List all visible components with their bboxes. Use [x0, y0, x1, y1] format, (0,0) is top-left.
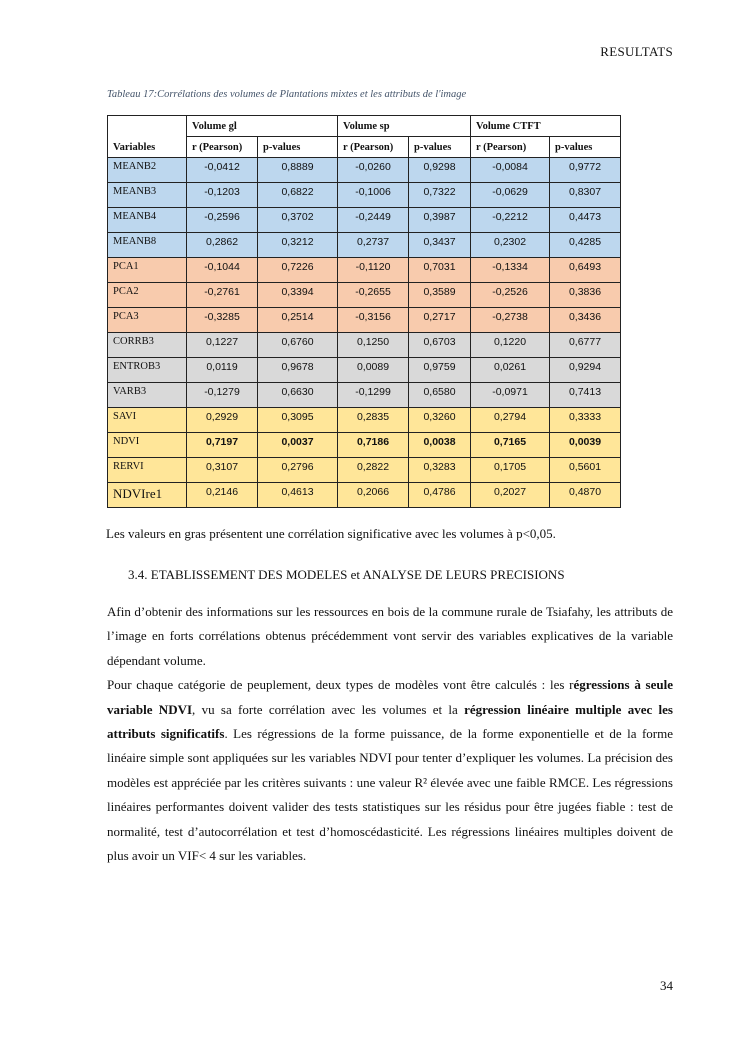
p-value-cell: 0,9294 — [550, 358, 621, 383]
group-header-volume-gl: Volume gl — [187, 116, 338, 137]
p-value-cell: 0,6493 — [550, 258, 621, 283]
table-row — [108, 233, 621, 258]
r-pearson-cell: 0,2146 — [187, 483, 258, 508]
p-value-cell: 0,6630 — [258, 383, 338, 408]
p-value-cell: 0,4285 — [550, 233, 621, 258]
table-row — [108, 433, 621, 458]
table-row — [108, 458, 621, 483]
r-pearson-cell: -0,0260 — [338, 158, 409, 183]
variable-name: MEANB8 — [108, 233, 187, 258]
table-row — [108, 383, 621, 408]
subheader-p: p-values — [258, 137, 338, 158]
p-value-cell: 0,8889 — [258, 158, 338, 183]
p-value-cell: 0,3589 — [409, 283, 471, 308]
p-value-cell: 0,7322 — [409, 183, 471, 208]
table-row — [108, 408, 621, 433]
variable-name: PCA1 — [108, 258, 187, 283]
p-value-cell: 0,9678 — [258, 358, 338, 383]
p-value-cell: 0,3212 — [258, 233, 338, 258]
p-value-cell: 0,3333 — [550, 408, 621, 433]
variable-name: MEANB3 — [108, 183, 187, 208]
p-value-cell: 0,9298 — [409, 158, 471, 183]
variable-name: RERVI — [108, 458, 187, 483]
r-pearson-cell: 0,1227 — [187, 333, 258, 358]
page-number: 34 — [660, 978, 673, 993]
r-pearson-cell: 0,2835 — [338, 408, 409, 433]
paragraph — [107, 673, 673, 868]
p-value-cell: 0,7413 — [550, 383, 621, 408]
p-value-cell: 0,4473 — [550, 208, 621, 233]
p-value-cell: 0,3283 — [409, 458, 471, 483]
table-body — [108, 158, 621, 508]
section-heading: 3.4. ETABLISSEMENT DES MODELES et ANALYSE DE LEURS PRECISIONS — [128, 567, 565, 582]
p-value-cell: 0,3437 — [409, 233, 471, 258]
p-value-cell: 0,2796 — [258, 458, 338, 483]
r-pearson-cell: -0,0412 — [187, 158, 258, 183]
r-pearson-cell: 0,7186 — [338, 433, 409, 458]
table-row — [108, 283, 621, 308]
p-value-cell: 0,3260 — [409, 408, 471, 433]
subheader-p: p-values — [409, 137, 471, 158]
paragraph — [107, 600, 673, 673]
r-pearson-cell: -0,0971 — [471, 383, 550, 408]
p-value-cell: 0,6777 — [550, 333, 621, 358]
table-row — [108, 208, 621, 233]
subheader-p: p-values — [550, 137, 621, 158]
table-row — [108, 183, 621, 208]
r-pearson-cell: -0,2212 — [471, 208, 550, 233]
r-pearson-cell: 0,2822 — [338, 458, 409, 483]
p-value-cell: 0,7226 — [258, 258, 338, 283]
r-pearson-cell: -0,2449 — [338, 208, 409, 233]
bold-text: régression linéaire multiple avec les attributs significatifs — [107, 701, 673, 742]
p-value-cell: 0,2514 — [258, 308, 338, 333]
bold-text: égressions à seule variable NDVI — [107, 677, 673, 717]
r-pearson-cell: 0,1220 — [471, 333, 550, 358]
variable-name: PCA3 — [108, 308, 187, 333]
variable-name: VARB3 — [108, 383, 187, 408]
r-pearson-cell: -0,1203 — [187, 183, 258, 208]
body-text — [107, 600, 673, 868]
table-row — [108, 158, 621, 183]
r-pearson-cell: 0,2794 — [471, 408, 550, 433]
r-pearson-cell: 0,2302 — [471, 233, 550, 258]
r-pearson-cell: -0,2738 — [471, 308, 550, 333]
variable-name: NDVIre1 — [108, 483, 187, 508]
variable-name: MEANB4 — [108, 208, 187, 233]
p-value-cell: 0,9759 — [409, 358, 471, 383]
r-pearson-cell: -0,3285 — [187, 308, 258, 333]
text-run: Afin d’obtenir des informations sur les ressources en bois de la commune rurale de Tsiafahy, les attributs de l’image en forts corrélations obtenus précédemment vont servir des variables explicatives de la variable dépendant volume. — [107, 604, 673, 668]
r-pearson-cell: 0,0089 — [338, 358, 409, 383]
r-pearson-cell: -0,1044 — [187, 258, 258, 283]
table-row — [108, 358, 621, 383]
p-value-cell: 0,4786 — [409, 483, 471, 508]
r-pearson-cell: -0,1334 — [471, 258, 550, 283]
p-value-cell: 0,6822 — [258, 183, 338, 208]
text-run: Pour chaque catégorie de peuplement, deux types de modèles vont être calculés : les r — [107, 677, 574, 693]
r-pearson-cell: 0,7197 — [187, 433, 258, 458]
subheader-r: r (Pearson) — [471, 137, 550, 158]
p-value-cell: 0,7031 — [409, 258, 471, 283]
variables-header: Variables — [108, 116, 187, 158]
r-pearson-cell: -0,2761 — [187, 283, 258, 308]
r-pearson-cell: -0,0629 — [471, 183, 550, 208]
r-pearson-cell: -0,2596 — [187, 208, 258, 233]
group-header-volume-sp: Volume sp — [338, 116, 471, 137]
p-value-cell: 0,3394 — [258, 283, 338, 308]
p-value-cell: 0,4870 — [550, 483, 621, 508]
group-header-volume-ctft: Volume CTFT — [471, 116, 621, 137]
r-pearson-cell: -0,0084 — [471, 158, 550, 183]
variable-name: CORRB3 — [108, 333, 187, 358]
variable-name: MEANB2 — [108, 158, 187, 183]
r-pearson-cell: 0,7165 — [471, 433, 550, 458]
p-value-cell: 0,3095 — [258, 408, 338, 433]
p-value-cell: 0,6703 — [409, 333, 471, 358]
r-pearson-cell: 0,2737 — [338, 233, 409, 258]
table-row — [108, 308, 621, 333]
table-row — [108, 483, 621, 508]
p-value-cell: 0,3436 — [550, 308, 621, 333]
p-value-cell: 0,9772 — [550, 158, 621, 183]
p-value-cell: 0,4613 — [258, 483, 338, 508]
r-pearson-cell: -0,1120 — [338, 258, 409, 283]
table-row — [108, 258, 621, 283]
p-value-cell: 0,3702 — [258, 208, 338, 233]
text-run: . Les régressions de la forme puissance, de la forme exponentielle et de la forme linéaire simple sont appliquées sur les variables NDVI pour tenter d’expliquer les volumes. La précision des modèles est appréciée par les critères suivants : une valeur R² élevée avec une faible RMCE. Les régressions linéaires performantes doivent valider des tests statistiques sur les résidus pour être jugées fiable : test de normalité, test d’autocorrélation et test d’homoscédasticité. Les régressions linéaires multiples doivent de plus avoir un VIF< 4 sur les variables. — [107, 726, 673, 864]
r-pearson-cell: 0,0261 — [471, 358, 550, 383]
table-note: Les valeurs en gras présentent une corrélation significative avec les volumes à p<0,05. — [106, 526, 556, 541]
p-value-cell: 0,5601 — [550, 458, 621, 483]
correlation-table — [107, 115, 621, 508]
p-value-cell: 0,0038 — [409, 433, 471, 458]
running-header: RESULTATS — [600, 44, 673, 59]
r-pearson-cell: 0,2929 — [187, 408, 258, 433]
p-value-cell: 0,6580 — [409, 383, 471, 408]
table-row — [108, 333, 621, 358]
r-pearson-cell: -0,1299 — [338, 383, 409, 408]
p-value-cell: 0,3836 — [550, 283, 621, 308]
variable-name: ENTROB3 — [108, 358, 187, 383]
subheader-r: r (Pearson) — [187, 137, 258, 158]
p-value-cell: 0,6760 — [258, 333, 338, 358]
r-pearson-cell: 0,1705 — [471, 458, 550, 483]
r-pearson-cell: -0,1279 — [187, 383, 258, 408]
r-pearson-cell: 0,2027 — [471, 483, 550, 508]
variable-name: SAVI — [108, 408, 187, 433]
p-value-cell: 0,0037 — [258, 433, 338, 458]
p-value-cell: 0,3987 — [409, 208, 471, 233]
r-pearson-cell: -0,3156 — [338, 308, 409, 333]
table-caption: Tableau 17:Corrélations des volumes de Plantations mixtes et les attributs de l'image — [107, 89, 467, 100]
p-value-cell: 0,0039 — [550, 433, 621, 458]
r-pearson-cell: 0,2066 — [338, 483, 409, 508]
r-pearson-cell: 0,0119 — [187, 358, 258, 383]
subheader-r: r (Pearson) — [338, 137, 409, 158]
r-pearson-cell: 0,3107 — [187, 458, 258, 483]
p-value-cell: 0,2717 — [409, 308, 471, 333]
r-pearson-cell: -0,1006 — [338, 183, 409, 208]
variable-name: NDVI — [108, 433, 187, 458]
text-run: , vu sa forte corrélation avec les volumes et la — [192, 701, 465, 717]
r-pearson-cell: -0,2655 — [338, 283, 409, 308]
p-value-cell: 0,8307 — [550, 183, 621, 208]
variable-name: PCA2 — [108, 283, 187, 308]
r-pearson-cell: 0,2862 — [187, 233, 258, 258]
r-pearson-cell: -0,2526 — [471, 283, 550, 308]
r-pearson-cell: 0,1250 — [338, 333, 409, 358]
